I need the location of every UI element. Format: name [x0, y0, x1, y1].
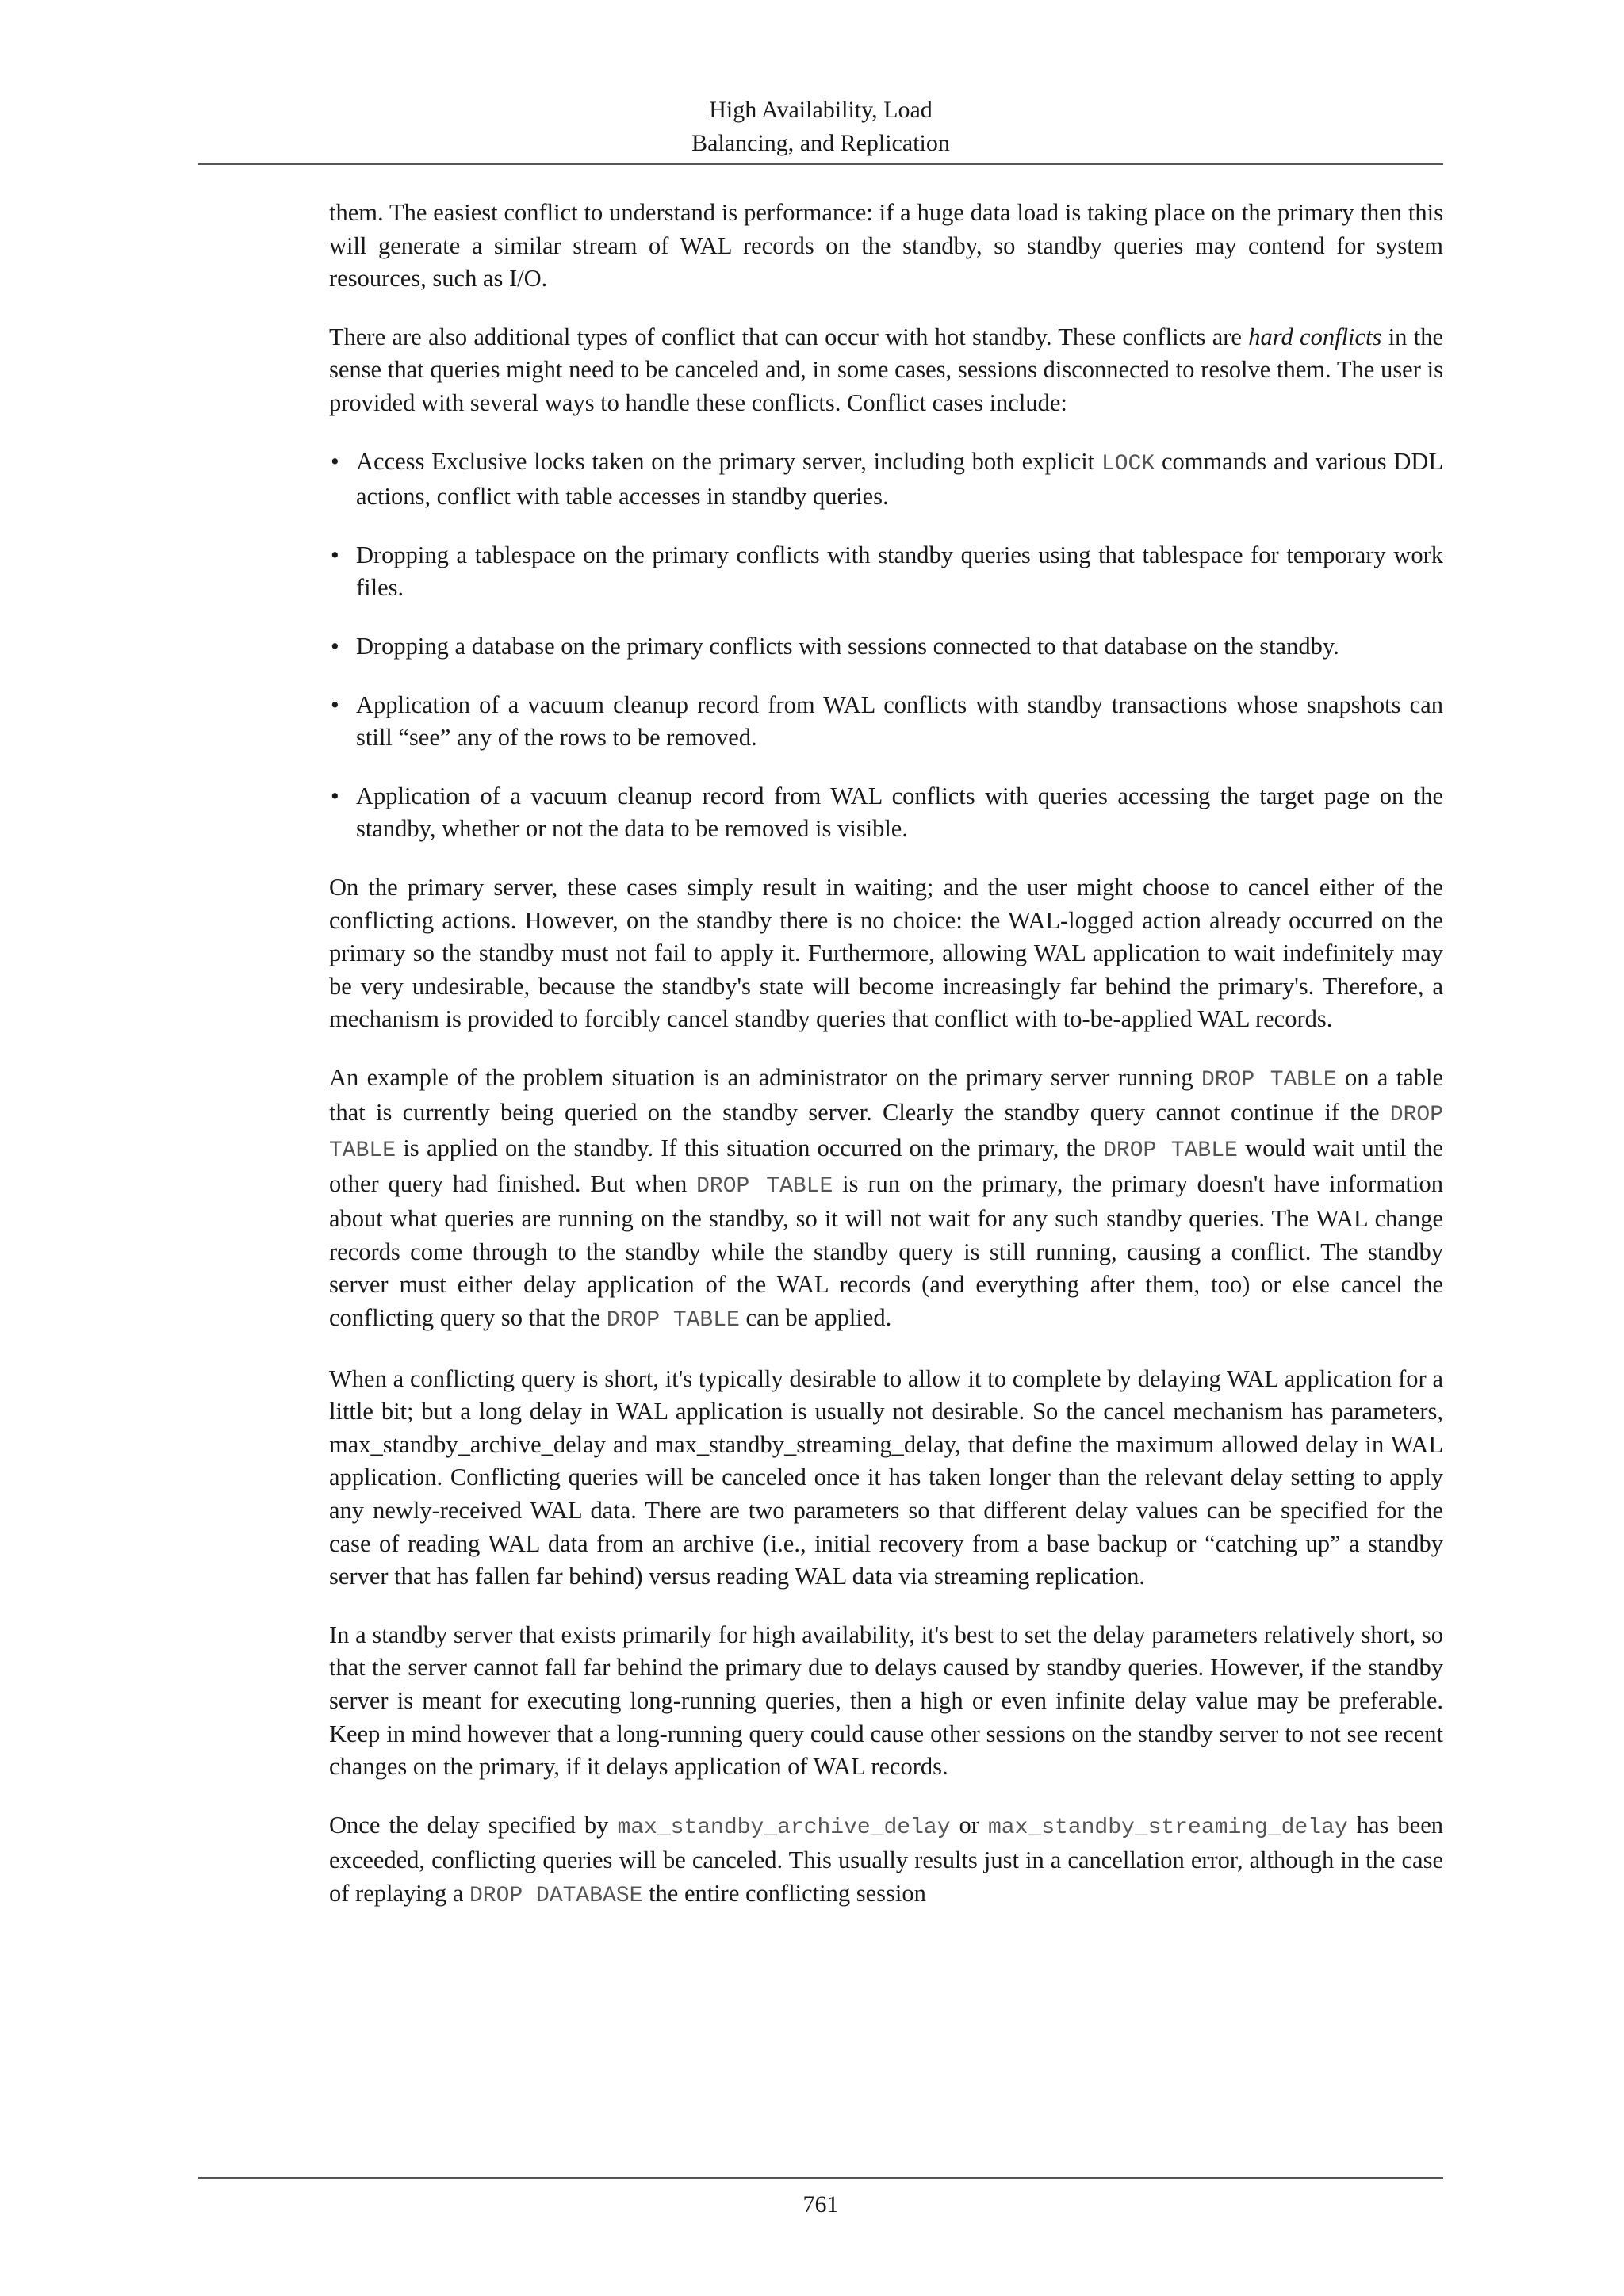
text-span: Access Exclusive locks taken on the primary server, including both explicit [356, 447, 1101, 475]
page-body [329, 197, 1443, 1938]
paragraph-hard-conflicts [329, 321, 1443, 420]
header-line-1: High Availability, Load [709, 97, 933, 123]
code-drop-table: DROP TABLE [1103, 1138, 1238, 1164]
code-drop-table: DROP TABLE [1201, 1067, 1337, 1093]
list-item [329, 780, 1443, 846]
footer-rule [198, 2177, 1443, 2179]
text-span: commands and various DDL actions, conflict with table accesses in standby queries. [356, 447, 1444, 511]
bullet-marker: • [331, 632, 339, 660]
text-span: Application of a vacuum cleanup record from WAL conflicts with queries accessing the target page on the standby, whether or not the data to be removed is visible. [356, 782, 1443, 843]
text-span: Application of a vacuum cleanup record from WAL conflicts with standby transactions whose snapshots can still “see” any of the rows to be removed. [356, 691, 1443, 752]
code-drop-table: DROP TABLE [696, 1173, 833, 1199]
bullet-marker: • [331, 691, 339, 718]
code-archive-delay: max_standby_archive_delay [617, 1815, 951, 1840]
bullet-marker: • [331, 447, 339, 475]
text-span: An example of the problem situation is an administrator on the primary server running [329, 1063, 1201, 1091]
list-item [329, 446, 1443, 514]
text-span: would wait until the other query had finished. But when [329, 1135, 1443, 1197]
code-lock: LOCK [1101, 451, 1155, 476]
paragraph-delay-exceeded [329, 1809, 1443, 1913]
paragraph-high-availability: In a standby server that exists primarily for high availability, it's best to set the delay parameters relatively short, so that the server cannot fall far behind the primary due to delays caused by standby queries. However, if the standby server is meant for executing long-running queries, then a high or even infinite delay value may be preferable. Keep in mind however that a long-running query could cause other sessions on the standby server to not see recent changes on the primary, if it delays application of WAL records. [329, 1621, 1443, 1781]
header-line-2: Balancing, and Replication [691, 130, 950, 156]
text-span: or [950, 1811, 988, 1839]
code-drop-table: DROP TABLE [606, 1308, 740, 1334]
code-drop-database: DROP DATABASE [469, 1883, 643, 1908]
header-rule [198, 163, 1443, 165]
text-span: on a table that is currently being queried on the standby server. Clearly the standby query cannot continue if the [329, 1063, 1444, 1127]
text-span: Once the delay specified by [329, 1811, 618, 1839]
text-span: the entire conflicting session [642, 1879, 926, 1907]
text-span: has been exceeded, conflicting queries will be canceled. This usually results just in a cancellation error, although in the case of replaying a [329, 1811, 1443, 1907]
bullet-marker: • [331, 541, 339, 568]
paragraph-delay-parameters: When a conflicting query is short, it's typically desirable to allow it to complete by delaying WAL application for a little bit; but a long delay in WAL application is usually not desirable. So the cancel mechanism has parameters, max_standby_archive_delay and max_standby_streaming_delay, that define the maximum allowed delay in WAL application. Conflicting queries will be canceled once it has taken longer than the relevant delay setting to apply any newly-received WAL data. There are two parameters so that different delay values can be specified for the case of reading WAL data from an archive (i.e., initial recovery from a base backup or “catching up” a standby server that has fallen far behind) versus reading WAL data via streaming replication. [329, 1364, 1443, 1590]
code-drop-table: DROP TABLE [329, 1103, 1443, 1164]
paragraph-primary-waiting: On the primary server, these cases simply result in waiting; and the user might choose to cancel either of the conflicting actions. However, on the standby there is no choice: the WAL-logged action already occurred on the primary so the standby must not fail to apply it. Furthermore, allowing WAL application to wait indefinitely may be very undesirable, because the standby's state will become increasingly far behind the primary's. Therefore, a mechanism is provided to forcibly cancel standby queries that conflict with to-be-applied WAL records. [329, 873, 1443, 1033]
list-item [329, 689, 1443, 755]
paragraph-drop-table-example [329, 1062, 1443, 1337]
text-span: in the sense that queries might need to be canceled and, in some cases, sessions disconnected to resolve them. The user is provided with several ways to handle these conflicts. Conflict cases include: [329, 323, 1443, 416]
text-span: Dropping a tablespace on the primary conflicts with standby queries using that tablespace for temporary work files. [356, 541, 1443, 602]
emphasis-hard-conflicts: hard conflicts [1248, 323, 1382, 350]
running-header [198, 94, 1443, 160]
code-streaming-delay: max_standby_streaming_delay [988, 1815, 1348, 1840]
text-span: is run on the primary, the primary doesn't have information about what queries are running on the standby, so it will not wait for any such standby queries. The WAL change records come through to the standby while the standby query is still running, causing a conflict. The standby server must either delay application of the WAL records (and everything after them, too) or else cancel the conflicting query so that the [329, 1169, 1443, 1332]
paragraph-performance-conflict: them. The easiest conflict to understand is performance: if a huge data load is taking place on the primary then this will generate a similar stream of WAL records on the standby, so standby queries may contend for system resources, such as I/O. [329, 199, 1443, 293]
list-item [329, 539, 1443, 605]
bullet-marker: • [331, 782, 339, 809]
text-span: can be applied. [739, 1304, 892, 1332]
conflict-cases-list [329, 446, 1443, 846]
text-span: There are also additional types of conflict that can occur with hot standby. These conflicts are [329, 323, 1249, 350]
page-number: 761 [802, 2191, 839, 2218]
text-span: Dropping a database on the primary conflicts with sessions connected to that database on the standby. [356, 632, 1339, 660]
text-span: is applied on the standby. If this situation occurred on the primary, the [396, 1135, 1104, 1162]
list-item [329, 630, 1443, 664]
